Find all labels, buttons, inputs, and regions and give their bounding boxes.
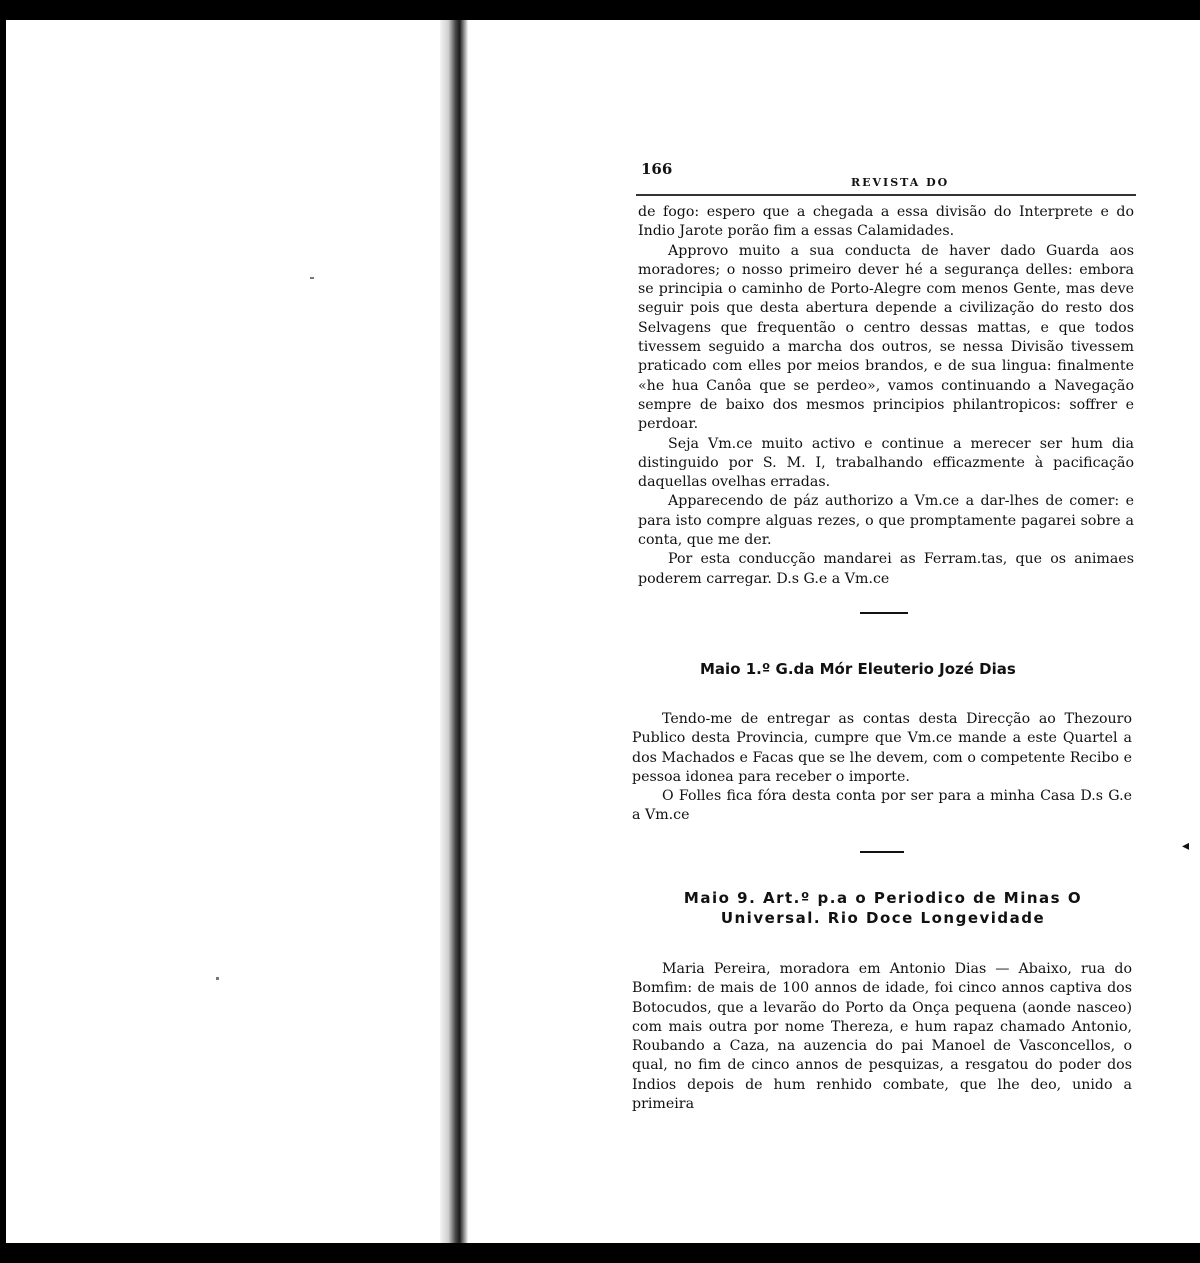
section-divider (860, 612, 908, 614)
page-header (636, 160, 1136, 196)
scan-top-border (0, 0, 1200, 20)
scan-speck (310, 277, 314, 279)
scan-bottom-border (0, 1243, 1200, 1263)
paragraph: Maria Pereira, moradora em Antonio Dias — Abaixo, rua do Bomfim: de mais de 100 annos de idade, foi cinco annos captiva dos Botocudos, que a levarão do Porto da Onça pequena (aonde nasceo) com mais outra por nome Thereza, e hum rapaz chamado Antonio, Roubando a Caza, na auzencia do pai Manoel de Vasconcellos, o qual, no fim de cinco annos de pesquizas, a resgatou do poder dos Indios depois de hum renhido combate, que lhe deo, unido a primeira (632, 961, 1132, 1113)
margin-arrow-icon: ◂ (1182, 838, 1190, 854)
paragraph: Approvo muito a sua conducta de haver dado Guarda aos moradores; o nosso primeiro dever hé a segurança delles: embora se principia o caminho de Porto-Alegre com menos Gente, mas deve seguir pois que desta abertura depende a civilização do resto dos Selvagens que frequentão o centro dessas mattas, e que todos tivessem seguido a marcha dos outros, se nessa Divisão tivessem praticado com elles por meios brandos, e de sua lingua: finalmente «he hua Canôa que se perdeo», vamos continuando a Navegação sempre de baixo dos mesmos principios philantropicos: soffrer e perdoar. (638, 242, 1134, 433)
paragraph: Tendo-me de entregar as contas desta Direcção ao Thezouro Publico desta Provincia, cumpre que Vm.ce mande a este Quartel a dos Machados e Facas que se lhe devem, com o competente Recibo e pessoa idonea para receber o importe. (632, 711, 1132, 785)
section-title: Maio 1.º G.da Mór Eleuterio Jozé Dias (700, 660, 1016, 678)
book-gutter (440, 20, 468, 1243)
paragraph: de fogo: espero que a chegada a essa divisão do Interprete e do Indio Jarote porão fim a essas Calamidades. (638, 204, 1134, 240)
section-body (632, 710, 1132, 826)
section-continuation (638, 203, 1134, 589)
paragraph: Seja Vm.ce muito activo e continue a merecer ser hum dia distinguido por S. M. I, trabalhando efficazmente à pacificação daquellas ovelhas erradas. (638, 435, 1134, 491)
paragraph: Apparecendo de páz authorizo a Vm.ce a dar-lhes de comer: e para isto compre alguas rezes, o que promptamente pagarei sobre a conta, que me der. (638, 493, 1134, 549)
section-title (632, 888, 1134, 928)
scan-speck (216, 977, 219, 980)
running-head: REVISTA DO (851, 176, 950, 189)
paragraph: Por esta conducção mandarei as Ferram.tas, que os animaes poderem carregar. D.s G.e a Vm.ce (638, 551, 1134, 587)
section-divider (860, 851, 904, 853)
page-number: 166 (641, 160, 673, 178)
scan-left-border (0, 20, 6, 1243)
section-body (632, 960, 1132, 1114)
section-title-text: Maio 9. Art.º p.a o Periodico de Minas O Universal. Rio Doce Longevidade (683, 889, 1083, 927)
paragraph: O Folles fica fóra desta conta por ser para a minha Casa D.s G.e a Vm.ce (632, 788, 1132, 824)
